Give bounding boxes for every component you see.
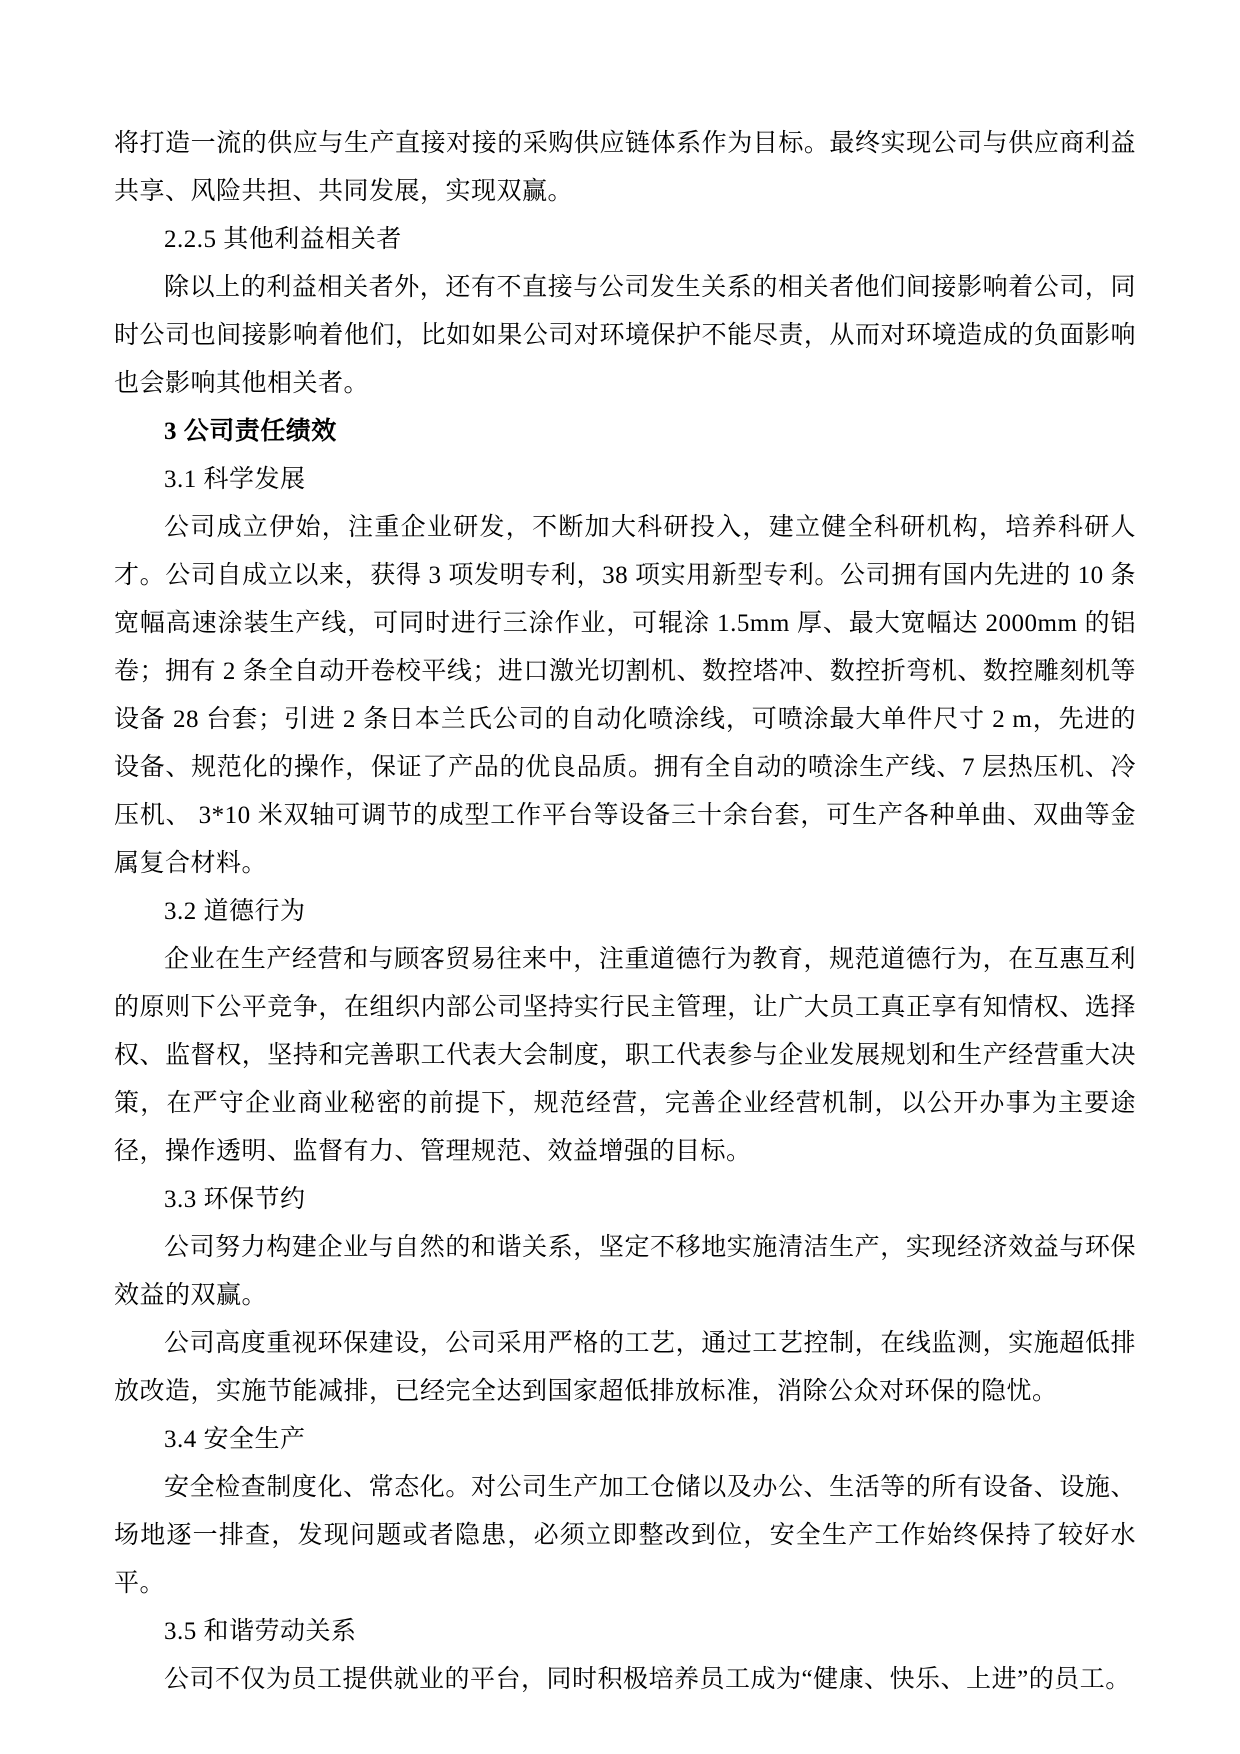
section-heading-3-1-scientific-development: 3.1 科学发展 [164, 466, 306, 493]
paragraph-ethical-conduct: 企业在生产经营和与顾客贸易往来中，注重道德行为教育，规范道德行为，在互惠互利的原则下公平竞争，在组织内部公司坚持实行民主管理，让广大员工真正享有知情权、选择权、监督权，坚持和完善职工代表大会制度，职工代表参与企业发展规划和生产经营重大决策，在严守企业商业秘密的前提下，规范经营，完善企业经营机制，以公开办事为主要途径，操作透明、监督有力、管理规范、效益增强的目标。 [114, 946, 1136, 1165]
paragraph-environment-harmony: 公司努力构建企业与自然的和谐关系，坚定不移地实施清洁生产，实现经济效益与环保效益的双赢。 [114, 1234, 1136, 1309]
section-heading-3-2-ethical-conduct: 3.2 道德行为 [164, 898, 306, 925]
section-heading-3-4-safe-production: 3.4 安全生产 [164, 1426, 306, 1453]
paragraph-employee-development: 公司不仅为员工提供就业的平台，同时积极培养员工成为“健康、快乐、上进”的员工。 [164, 1666, 1131, 1693]
paragraph-scientific-development: 公司成立伊始，注重企业研发，不断加大科研投入，建立健全科研机构，培养科研人才。公司自成立以来，获得 3 项发明专利，38 项实用新型专利。公司拥有国内先进的 10 条宽幅高速涂装生产线，可同时进行三涂作业，可辊涂 1.5mm 厚、最大宽幅达 2000mm 的铝卷；拥有 2 条全自动开卷校平线；进口激光切割机、数控塔冲、数控折弯机、数控雕刻机等设备 28 台套；引进 2 条日本兰氏公司的自动化喷涂线，可喷涂最大单件尺寸 2 m，先进的设备、规范化的操作，保证了产品的优良品质。拥有全自动的喷涂生产线、7 层热压机、冷压机、 3*10 米双轴可调节的成型工作平台等设备三十余台套，可生产各种单曲、双曲等金属复合材料。 [114, 514, 1136, 877]
section-heading-3-3-environmental-conservation: 3.3 环保节约 [164, 1186, 306, 1213]
paragraph-safety-inspection: 安全检查制度化、常态化。对公司生产加工仓储以及办公、生活等的所有设备、设施、场地逐一排查，发现问题或者隐患，必须立即整改到位，安全生产工作始终保持了较好水平。 [114, 1474, 1136, 1597]
paragraph-supply-chain-goal: 将打造一流的供应与生产直接对接的采购供应链体系作为目标。最终实现公司与供应商利益共享、风险共担、共同发展，实现双赢。 [114, 130, 1136, 205]
paragraph-other-stakeholders: 除以上的利益相关者外，还有不直接与公司发生关系的相关者他们间接影响着公司，同时公司也间接影响着他们，比如如果公司对环境保护不能尽责，从而对环境造成的负面影响也会影响其他相关者。 [114, 274, 1136, 397]
chapter-heading-3-responsibility-performance: 3 公司责任绩效 [164, 418, 337, 445]
section-heading-2-2-5-other-stakeholders: 2.2.5 其他利益相关者 [164, 226, 402, 253]
section-heading-3-5-harmonious-labor-relations: 3.5 和谐劳动关系 [164, 1618, 357, 1645]
paragraph-emission-reduction: 公司高度重视环保建设，公司采用严格的工艺，通过工艺控制，在线监测，实施超低排放改造，实施节能减排，已经完全达到国家超低排放标准，消除公众对环保的隐忧。 [114, 1330, 1136, 1405]
